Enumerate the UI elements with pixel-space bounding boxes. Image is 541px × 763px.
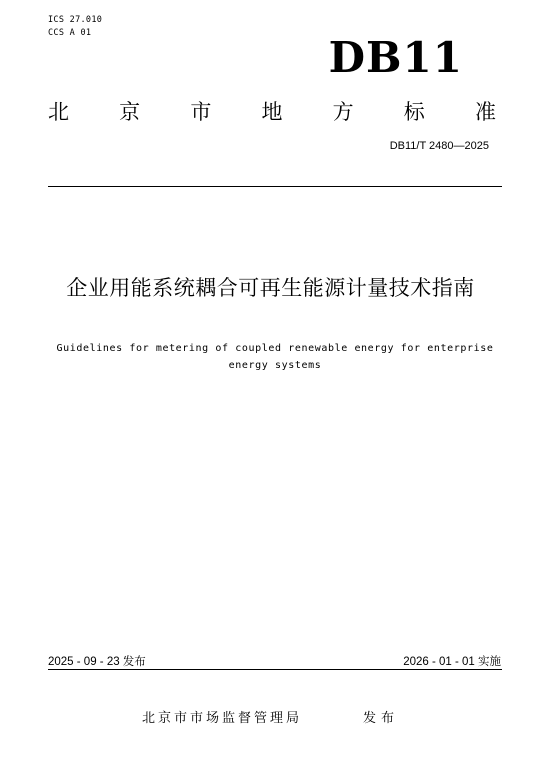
- document-title-zh: 企业用能系统耦合可再生能源计量技术指南: [66, 276, 475, 300]
- issue-date: 2025 - 09 - 23 发布: [48, 656, 146, 668]
- title-en-line: Guidelines for metering of coupled renewable energy for enterprise: [56, 343, 494, 354]
- header-divider: [48, 186, 502, 187]
- document-title-en: [50, 340, 500, 374]
- standard-type-char: 北: [48, 100, 69, 124]
- standard-type-char: 地: [261, 100, 283, 124]
- standard-type-char: 市: [190, 100, 212, 124]
- standard-code-mark: DB11: [328, 33, 463, 82]
- title-en-line: energy systems: [228, 360, 322, 371]
- classification-codes: [48, 14, 102, 40]
- ccs-code: CCS A 01: [48, 28, 92, 38]
- standard-type-char: 京: [119, 100, 141, 124]
- publish-label: 发布: [363, 711, 400, 726]
- standard-type-char: 标: [403, 100, 425, 124]
- standard-type-heading: [48, 96, 496, 126]
- publisher-name: 北京市市场监督管理局: [142, 711, 303, 726]
- standard-number: DB11/T 2480—2025: [389, 140, 489, 152]
- footer-divider: [48, 669, 502, 670]
- ics-code: ICS 27.010: [48, 15, 103, 25]
- implementation-date: 2026 - 01 - 01 实施: [403, 656, 501, 668]
- standard-type-char: 准: [474, 100, 496, 124]
- standard-type-char: 方: [332, 100, 354, 124]
